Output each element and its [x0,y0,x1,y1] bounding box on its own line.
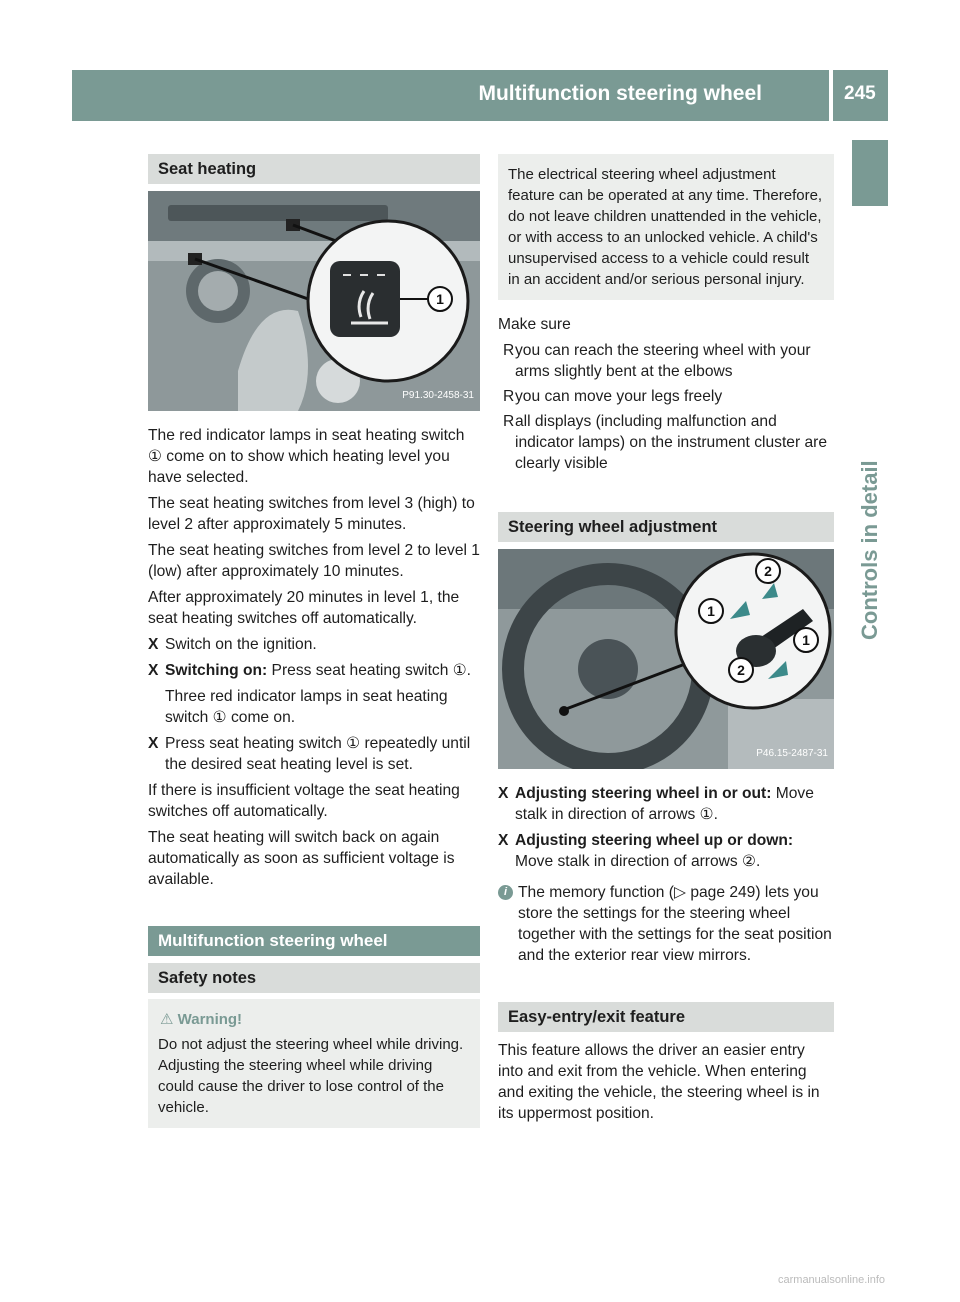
section-heading-seat-heating: Seat heating [148,154,480,184]
bullet-marker: R [503,388,515,405]
callout-1-label: 1 [436,291,444,307]
step-bold: Adjusting steering wheel up or down: [515,832,794,849]
step-ignition [148,634,480,655]
seat-heating-para-5: If there is insufficient voltage the seat heating switches off automatically. [148,782,460,820]
bullet-item [498,340,834,382]
info-icon: i [498,885,513,900]
step-marker: X [148,662,159,679]
section-heading-easy-entry: Easy-entry/exit feature [498,1002,834,1032]
warning-text: Do not adjust the steering wheel while driving. Adjusting the steering wheel while driving could cause the driver to lose control of the vehicle. [158,1036,464,1116]
step-switching-on [148,660,480,728]
step-text: Press seat heating switch ①. [267,662,472,679]
seat-heating-figure [148,191,480,411]
warning-box [148,999,480,1128]
bullet-text: you can move your legs freely [515,388,723,405]
bullet-marker: R [503,413,515,430]
page-number: 245 [844,83,876,104]
seat-heating-para-1: The red indicator lamps in seat heating switch ① come on to show which heating level you have selected. [148,427,465,486]
callout-2-a-label: 2 [764,563,772,579]
step-text: Move stalk in direction of arrows ①. [515,785,814,823]
callout-1-a-label: 1 [707,603,715,619]
steering-illustration [498,549,834,769]
side-tab-block [852,140,888,206]
make-sure-text: Make sure [498,316,571,333]
left-column [148,154,480,1128]
warning-triangle-icon: ⚠ [160,1011,174,1028]
footer-watermark: carmanualsonline.info [778,1274,886,1286]
step-marker: X [148,636,159,653]
steering-figure [498,549,834,769]
section-heading-multifunction: Multifunction steering wheel [148,926,480,956]
step-marker: X [498,832,509,849]
callout-2-b-label: 2 [737,662,745,678]
step-text: Press seat heating switch ① repeatedly until the desired seat heating level is set. [165,735,471,773]
step-in-out [498,783,834,825]
note-box: The electrical steering wheel adjustment feature can be operated at any time. Therefore, do not leave children unattended in the vehicle, or with access to an unlocked vehicle. A child's unsupervised access to a vehicle could result in an accident and/or serious personal injury. [498,154,834,300]
step-marker: X [148,735,159,752]
figure-code: P91.30-2458-31 [402,390,474,401]
figure-code: P46.15-2487-31 [756,748,828,759]
step-text: Move stalk in direction of arrows ②. [515,853,761,870]
info-text: The memory function (▷ page 249) lets you store the settings for the steering wheel together with the settings for the seat position and the exterior rear view mirrors. [518,884,832,964]
running-header-title: Multifunction steering wheel [478,82,762,105]
warning-heading [158,1009,470,1030]
bullet-item [498,386,834,407]
seat-heating-para-6: The seat heating will switch back on again automatically as soon as sufficient voltage is available. [148,829,455,888]
step-text: Switch on the ignition. [165,636,317,653]
step-up-down [498,830,834,872]
bullet-text: you can reach the steering wheel with your arms slightly bent at the elbows [515,342,811,380]
right-column [498,154,834,1129]
easy-entry-text: This feature allows the driver an easier entry into and exit from the vehicle. When entering and exiting the vehicle, the steering wheel is in its uppermost position. [498,1042,820,1122]
step-bold: Adjusting steering wheel in or out: [515,785,772,802]
step-subtext: Three red indicator lamps in seat heating switch ① come on. [165,688,448,726]
running-header [72,70,888,121]
bullet-item [498,411,834,474]
warning-title: Warning! [177,1011,243,1028]
bullet-marker: R [503,342,515,359]
bullet-text: all displays (including malfunction and indicator lamps) on the instrument cluster are clearly visible [515,413,828,472]
step-repeat [148,733,480,775]
seat-heating-para-2: The seat heating switches from level 3 (high) to level 2 after approximately 5 minutes. [148,495,475,533]
side-tab-label: Controls in detail [857,460,882,640]
callout-1-b-label: 1 [802,632,810,648]
step-marker: X [498,785,509,802]
section-heading-safety-notes: Safety notes [148,963,480,993]
seat-heating-para-3: The seat heating switches from level 2 to level 1 (low) after approximately 10 minutes. [148,542,480,580]
side-tab [852,140,888,1290]
seat-heating-para-4: After approximately 20 minutes in level 1, the seat heating switches off automatically. [148,589,460,627]
step-bold: Switching on: [165,662,268,679]
header-divider [829,70,833,121]
section-heading-steering-adjustment: Steering wheel adjustment [498,512,834,542]
seat-heating-illustration [148,191,480,411]
info-note [498,882,834,966]
